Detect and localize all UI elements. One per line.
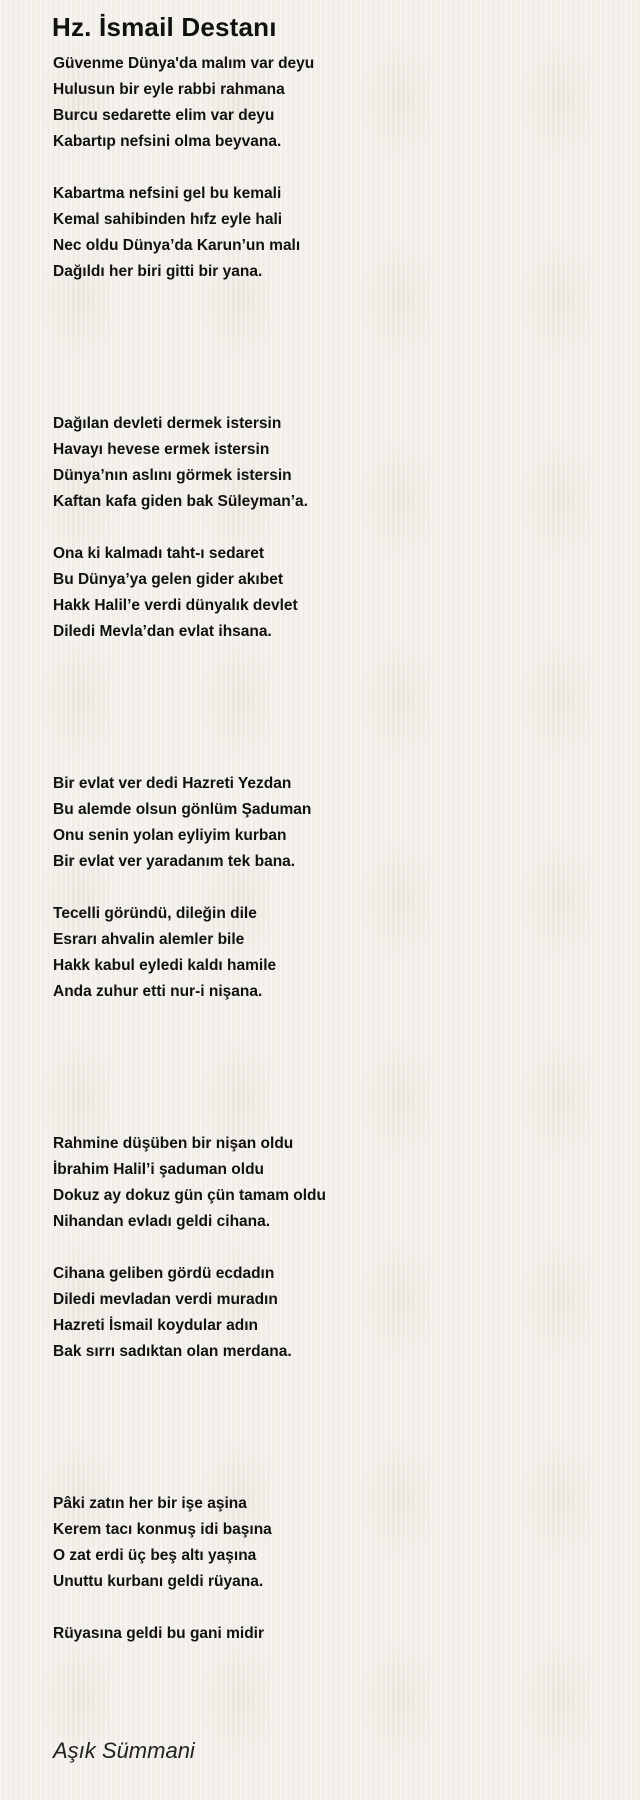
stanza-1 (53, 51, 314, 155)
poem-line: Hakk kabul eyledi kaldı hamile (53, 957, 277, 974)
poem-line: Bir evlat ver yaradanım tek bana. (53, 853, 296, 870)
poem-line: Anda zuhur etti nur-i nişana. (53, 983, 263, 1000)
stanza-8 (53, 1261, 292, 1365)
poem-line: Kerem tacı konmuş idi başına (53, 1521, 272, 1538)
poem-line: Nihandan evladı geldi cihana. (53, 1213, 271, 1230)
poem-line: İbrahim Halil’i şaduman oldu (53, 1161, 265, 1178)
stanza-5 (53, 771, 311, 875)
poem-line: Kabartma nefsini gel bu kemali (53, 185, 282, 202)
poem-line: Kemal sahibinden hıfz eyle hali (53, 211, 283, 228)
poem-line: Unuttu kurbanı geldi rüyana. (53, 1573, 264, 1590)
poem-line: Kabartıp nefsini olma beyvana. (53, 133, 282, 150)
stanza-7 (53, 1131, 326, 1235)
poem-line: Tecelli göründü, dileğin dile (53, 905, 257, 922)
poem-line: Güvenme Dünya'da malım var deyu (53, 55, 315, 72)
stanza-2 (53, 181, 300, 285)
stanza-10 (53, 1621, 264, 1647)
poem-line: Diledi mevladan verdi muradın (53, 1291, 278, 1308)
poem-line: Rüyasına geldi bu gani midir (53, 1625, 265, 1642)
poem-line: Esrarı ahvalin alemler bile (53, 931, 245, 948)
poem-line: Havayı hevese ermek istersin (53, 441, 270, 458)
poem-line: Bu alemde olsun gönlüm Şaduman (53, 801, 312, 818)
poem-line: Kaftan kafa giden bak Süleyman’a. (53, 493, 308, 510)
stanza-6 (53, 901, 276, 1005)
poem-line: Hakk Halil’e verdi dünyalık devlet (53, 597, 298, 614)
poem-line: Diledi Mevla’dan evlat ihsana. (53, 623, 272, 640)
poem-title: Hz. İsmail Destanı (52, 12, 277, 42)
poem-line: Rahmine düşüben bir nişan oldu (53, 1135, 294, 1152)
poem-line: Dünya’nın aslını görmek istersin (53, 467, 292, 484)
poem-line: Dokuz ay dokuz gün çün tamam oldu (53, 1187, 326, 1204)
poem-line: Bak sırrı sadıktan olan merdana. (53, 1343, 292, 1360)
poem-line: Cihana geliben gördü ecdadın (53, 1265, 275, 1282)
stanza-4 (53, 541, 298, 645)
poem-line: Bu Dünya’ya gelen gider akıbet (53, 571, 283, 588)
poem-line: Dağılan devleti dermek istersin (53, 415, 282, 432)
stanza-3 (53, 411, 308, 515)
poem-line: Nec oldu Dünya’da Karun’un malı (53, 237, 301, 254)
poem-line: Pâki zatın her bir işe aşina (53, 1495, 247, 1512)
poem-line: Bir evlat ver dedi Hazreti Yezdan (53, 775, 292, 792)
poem-line: Hazreti İsmail koydular adın (53, 1317, 259, 1334)
poem-line: Burcu sedarette elim var deyu (53, 107, 275, 124)
poem-line: Onu senin yolan eyliyim kurban (53, 827, 287, 844)
poem-line: Ona ki kalmadı taht-ı sedaret (53, 545, 265, 562)
poem-line: Hulusun bir eyle rabbi rahmana (53, 81, 285, 98)
stanza-9 (53, 1491, 272, 1595)
poem-line: Dağıldı her biri gitti bir yana. (53, 263, 263, 280)
poem-line: O zat erdi üç beş altı yaşına (53, 1547, 257, 1564)
poem-author: Aşık Sümmani (53, 1738, 195, 1763)
